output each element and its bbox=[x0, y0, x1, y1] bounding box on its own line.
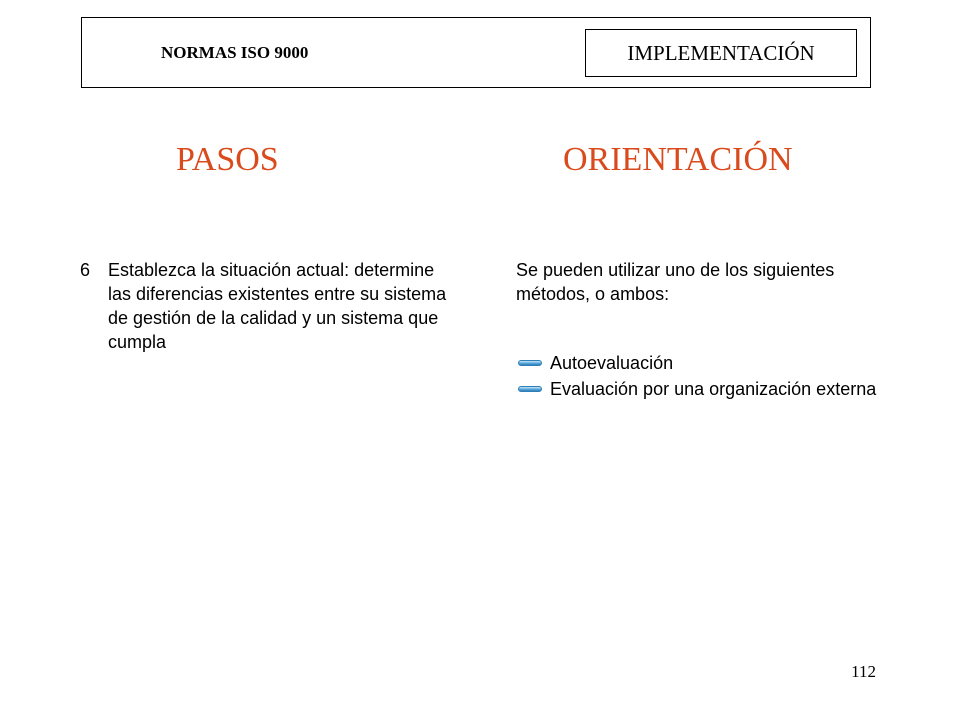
list-item bbox=[516, 377, 896, 401]
page-number: 112 bbox=[851, 662, 876, 681]
method-list bbox=[516, 351, 896, 403]
method-text: Evaluación por una organización externa bbox=[550, 379, 877, 399]
blue-dash-bullet-icon bbox=[518, 360, 542, 366]
header-box bbox=[81, 17, 871, 88]
section-label: IMPLEMENTACIÓN bbox=[585, 29, 857, 77]
list-item bbox=[516, 351, 896, 375]
orientation-intro: Se pueden utilizar uno de los siguientes métodos, o ambos: bbox=[516, 260, 835, 304]
steps-heading: PASOS bbox=[176, 141, 279, 178]
step-number: 6 bbox=[80, 260, 91, 280]
step-text: Establezca la situación actual: determine las diferencias existentes entre su sistema de gestión de la calidad y un sistema que cumpla bbox=[108, 260, 447, 352]
method-text: Autoevaluación bbox=[550, 353, 674, 373]
doc-title: NORMAS ISO 9000 bbox=[161, 43, 309, 62]
blue-dash-bullet-icon bbox=[518, 386, 542, 392]
orientation-heading: ORIENTACIÓN bbox=[563, 141, 793, 178]
